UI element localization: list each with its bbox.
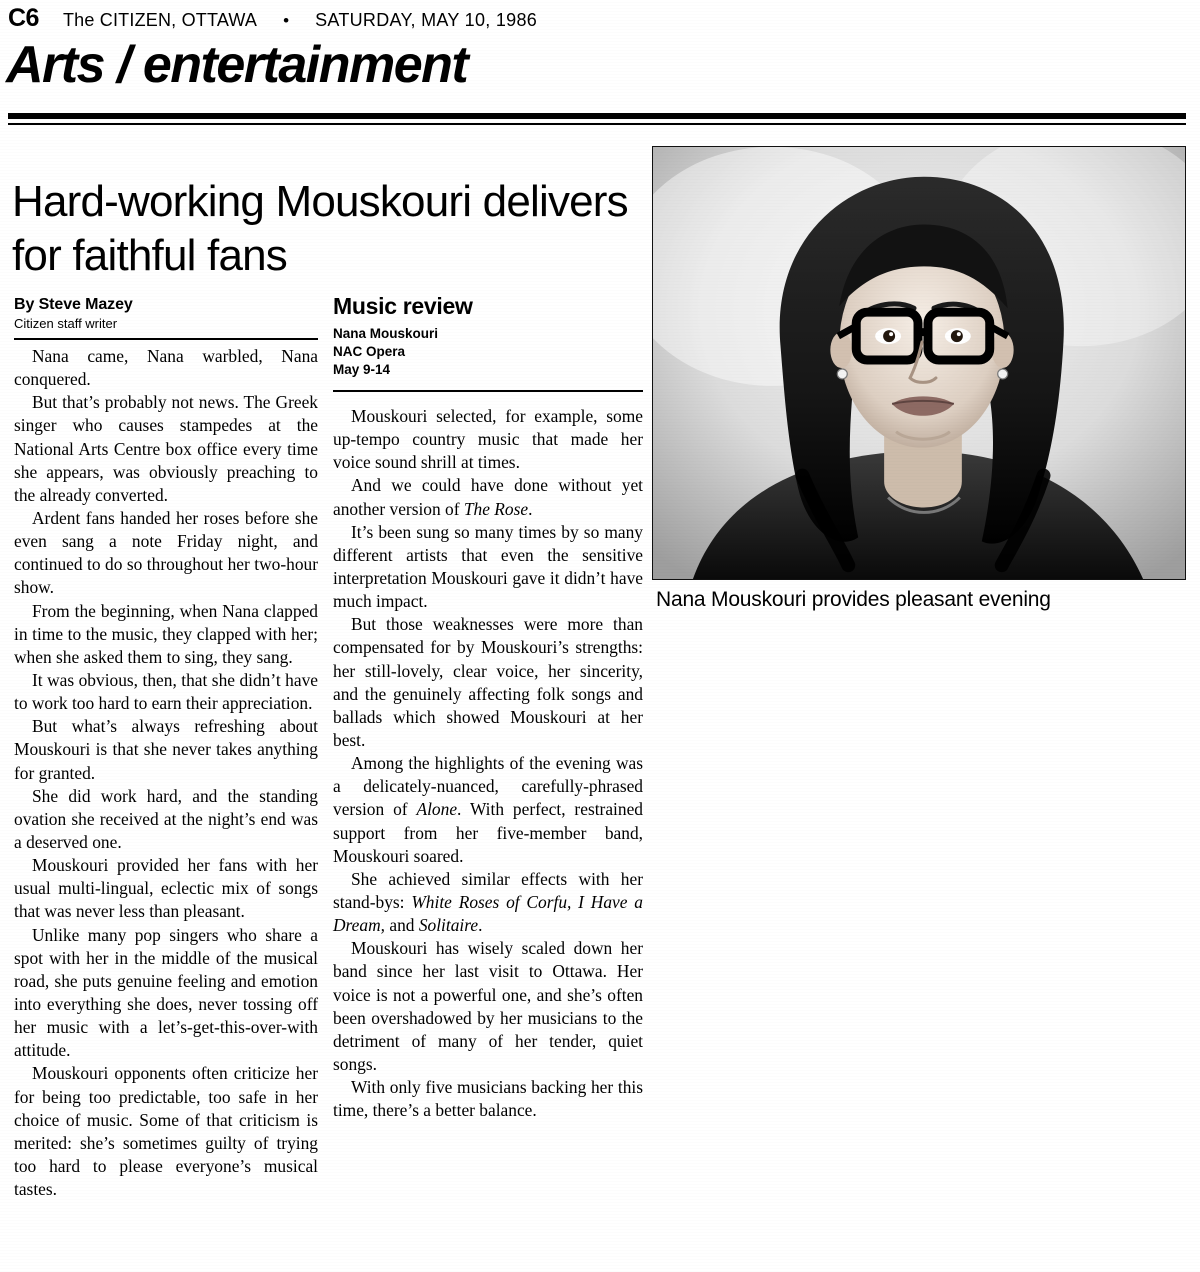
article-paragraph: Nana came, Nana warbled, Nana conquered. xyxy=(14,346,318,390)
paper-name: The CITIZEN, OTTAWA xyxy=(62,10,258,30)
section-title: Arts / entertainment xyxy=(6,36,468,94)
page-title: Hard-working Mouskouri delivers for faithful fans xyxy=(12,177,628,281)
article-paragraph: It was obvious, then, that she didn’t have to work too hard to earn their appreciation. xyxy=(14,669,318,714)
article-column-2 xyxy=(333,405,643,1122)
article-paragraph: From the beginning, when Nana clapped in time to the music, they clapped with her; when she asked them to sing, they sang. xyxy=(14,600,318,667)
article-paragraph: Unlike many pop singers who share a spot with her in the middle of the musical road, she puts genuine feeling and emotion into everything she does, never tossing off her music with a let’s-get-this-over-with attitude. xyxy=(14,924,318,1061)
byline-rule xyxy=(14,338,318,340)
article-paragraph: Ardent fans handed her roses before she even sang a note Friday night, and continued to do so throughout her two-hour show. xyxy=(14,507,318,598)
section-rule-thin xyxy=(8,123,1186,125)
review-venue: NAC Opera xyxy=(333,343,406,359)
article-column-1 xyxy=(14,345,318,1201)
review-rule xyxy=(333,390,643,392)
article-paragraph: Mouskouri selected, for example, some up-tempo country music that made her voice sound shrill at times. xyxy=(333,406,643,473)
photo-nana-mouskouri xyxy=(652,146,1186,580)
article-paragraph: But that’s probably not news. The Greek singer who causes stampedes at the National Arts Centre box office every time she appears, was obviously preaching to the already converted. xyxy=(14,392,318,505)
article-paragraph: But what’s always refreshing about Mouskouri is that she never takes anything for granted. xyxy=(14,716,318,783)
article-paragraph: Mouskouri has wisely scaled down her band since her last visit to Ottawa. Her voice is not a powerful one, and she’s often been overshadowed by her musicians to the detriment of many of her tender, quiet songs. xyxy=(333,938,643,1074)
photo-caption: Nana Mouskouri provides pleasant evening xyxy=(656,588,1051,611)
byline-role: Citizen staff writer xyxy=(14,316,118,331)
article-paragraph: With only five musicians backing her this time, there’s a better balance. xyxy=(333,1077,643,1121)
article-paragraph: She achieved similar effects with her stand-bys: White Roses of Corfu, I Have a Dream, and Solitaire. xyxy=(333,868,643,936)
review-label: Music review xyxy=(333,293,473,319)
review-subject: Nana Mouskouri xyxy=(333,326,439,341)
review-dates: May 9-14 xyxy=(333,361,391,377)
article-paragraph: Mouskouri provided her fans with her usual multi-lingual, eclectic mix of songs that was never less than pleasant. xyxy=(14,855,318,922)
page-number: C6 xyxy=(8,4,39,32)
folio-separator: • xyxy=(283,11,290,30)
article-paragraph: She did work hard, and the standing ovation she received at the night’s end was a deserved one. xyxy=(14,785,318,852)
byline xyxy=(14,296,314,331)
article-paragraph: Mouskouri opponents often criticize her for being too predictable, too safe in her choice of music. Some of that criticism is merited: she’s sometimes guilty of trying too hard to please everyone’s musical tastes. xyxy=(14,1063,318,1200)
folio-line xyxy=(8,6,1192,31)
article-paragraph: And we could have done without yet another version of The Rose. xyxy=(333,475,643,519)
article-paragraph: It’s been sung so many times by so many different artists that even the sensitive interpretation Mouskouri gave it didn’t have much impact. xyxy=(333,521,643,612)
byline-author: By Steve Mazey xyxy=(14,296,133,313)
review-details xyxy=(333,325,643,378)
folio-date: SATURDAY, MAY 10, 1986 xyxy=(315,10,538,30)
article-paragraph: Among the highlights of the evening was a delicately-nuanced, carefully-phrased version of Alone. With perfect, restrained support from her five-member band, Mouskouri soared. xyxy=(333,753,643,866)
article-paragraph: But those weaknesses were more than compensated for by Mouskouri’s strengths: her still-lovely, clear voice, her sincerity, and the genuinely affecting folk songs and ballads which showed Mouskouri at her best. xyxy=(333,614,643,750)
review-header xyxy=(333,293,643,378)
section-rule-thick xyxy=(8,113,1186,119)
